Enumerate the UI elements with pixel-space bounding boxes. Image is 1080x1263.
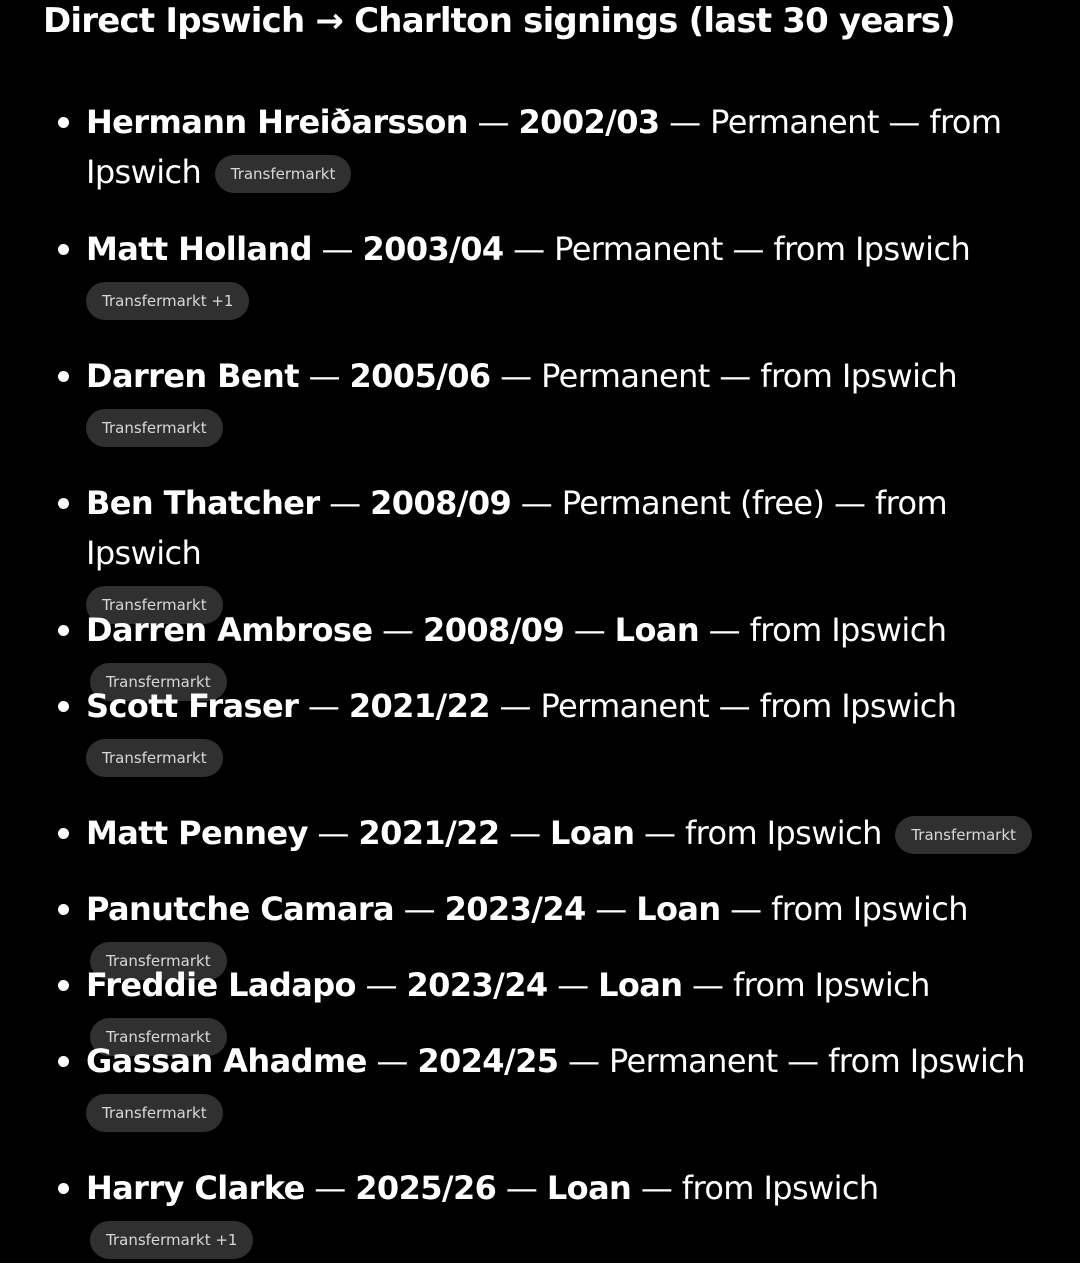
bullet-icon (58, 904, 69, 915)
season: 2005/06 (349, 357, 491, 395)
season: 2021/22 (348, 687, 490, 725)
player-name: Darren Bent (86, 357, 299, 395)
separator: — (489, 687, 541, 725)
separator: — (319, 484, 371, 522)
season: 2025/26 (355, 1169, 497, 1207)
origin-club: from Ipswich (773, 230, 971, 268)
signing-item (86, 1036, 1046, 1136)
transfer-type: Permanent (free) (561, 484, 825, 522)
player-name: Ben Thatcher (86, 484, 320, 522)
separator: — (311, 230, 363, 268)
source-badge[interactable]: Transfermarkt (895, 816, 1032, 854)
transfer-type: Permanent (540, 687, 710, 725)
signing-item (86, 351, 1046, 451)
origin-club: from Ipswich (828, 1042, 1025, 1080)
origin-club: from Ipswich (749, 611, 947, 649)
bullet-icon (58, 1183, 69, 1194)
origin-club: from Ipswich (759, 687, 957, 725)
source-badge[interactable]: Transfermarkt (86, 739, 223, 777)
separator: — (503, 230, 555, 268)
separator: — (659, 103, 711, 141)
separator: — (878, 103, 930, 141)
page-title: Direct Ipswich → Charlton signings (last 30 years) (43, 1, 955, 41)
player-name: Darren Ambrose (86, 611, 373, 649)
bullet-icon (58, 371, 69, 382)
signing-item (86, 224, 1046, 324)
source-badge[interactable]: Transfermarkt (90, 942, 227, 980)
separator: — (511, 484, 562, 522)
transfer-type: Permanent (710, 103, 879, 141)
player-name: Gassan Ahadme (86, 1042, 367, 1080)
separator: — (298, 357, 350, 395)
transfer-type: Loan (550, 814, 635, 852)
origin-club: from Ipswich (86, 484, 948, 572)
source-badge[interactable]: Transfermarkt (86, 586, 223, 624)
bullet-icon (58, 244, 69, 255)
separator: — (631, 1169, 682, 1207)
signing-item (86, 808, 1046, 858)
bullet-icon (58, 828, 69, 839)
transfer-type: Permanent (554, 230, 723, 268)
signing-item (86, 97, 1046, 197)
player-name: Freddie Ladapo (86, 966, 356, 1004)
separator: — (709, 687, 760, 725)
player-name: Matt Holland (86, 230, 312, 268)
player-name: Hermann Hreiðarsson (86, 103, 468, 141)
separator: — (298, 687, 349, 725)
bullet-icon (58, 980, 69, 991)
separator: — (682, 966, 733, 1004)
transfer-type: Permanent (608, 1042, 778, 1080)
separator: — (307, 814, 359, 852)
source-badge[interactable]: Transfermarkt (215, 155, 352, 193)
separator: — (394, 890, 445, 928)
separator: — (699, 611, 750, 649)
player-name: Scott Fraser (86, 687, 299, 725)
bullet-icon (58, 498, 69, 509)
separator: — (777, 1042, 829, 1080)
bullet-icon (58, 117, 69, 128)
separator: — (564, 611, 615, 649)
separator: — (467, 103, 519, 141)
bullet-icon (58, 1056, 69, 1067)
separator: — (585, 890, 637, 928)
separator: — (496, 1169, 547, 1207)
player-name: Panutche Camara (86, 890, 395, 928)
origin-club: from Ipswich (684, 814, 892, 852)
origin-club: from Ipswich (733, 966, 930, 1004)
transfer-type: Loan (598, 966, 683, 1004)
separator: — (709, 357, 761, 395)
season: 2008/09 (370, 484, 512, 522)
season: 2008/09 (423, 611, 565, 649)
separator: — (720, 890, 772, 928)
separator: — (372, 611, 424, 649)
source-badge[interactable]: Transfermarkt (86, 1094, 223, 1132)
season: 2023/24 (444, 890, 586, 928)
source-badge[interactable]: Transfermarkt (90, 1018, 227, 1056)
separator: — (722, 230, 774, 268)
separator: — (499, 814, 551, 852)
player-name: Matt Penney (86, 814, 308, 852)
source-badge[interactable]: Transfermarkt (90, 663, 227, 701)
season: 2002/03 (518, 103, 660, 141)
origin-club: from Ipswich (681, 1169, 879, 1207)
bullet-icon (58, 701, 69, 712)
separator: — (634, 814, 685, 852)
origin-club: from Ipswich (771, 890, 968, 928)
source-badge[interactable]: Transfermarkt +1 (90, 1221, 253, 1259)
separator: — (547, 966, 599, 1004)
season: 2024/25 (417, 1042, 559, 1080)
separator: — (304, 1169, 356, 1207)
separator: — (366, 1042, 418, 1080)
signing-item (86, 681, 1046, 781)
source-badge[interactable]: Transfermarkt +1 (86, 282, 249, 320)
season: 2023/24 (406, 966, 548, 1004)
season: 2003/04 (362, 230, 504, 268)
separator: — (824, 484, 875, 522)
separator: — (355, 966, 407, 1004)
separator: — (558, 1042, 609, 1080)
signing-item (86, 1163, 1046, 1263)
bullet-icon (58, 625, 69, 636)
transfer-type: Loan (614, 611, 700, 649)
separator: — (490, 357, 542, 395)
transfer-type: Loan (636, 890, 721, 928)
origin-club: from Ipswich (760, 357, 958, 395)
transfer-type: Loan (546, 1169, 632, 1207)
origin-club: from (929, 103, 1002, 141)
source-badge[interactable]: Transfermarkt (86, 409, 223, 447)
season: 2021/22 (358, 814, 500, 852)
player-name: Harry Clarke (86, 1169, 305, 1207)
transfer-type: Permanent (541, 357, 710, 395)
origin-club: Ipswich (86, 153, 211, 191)
